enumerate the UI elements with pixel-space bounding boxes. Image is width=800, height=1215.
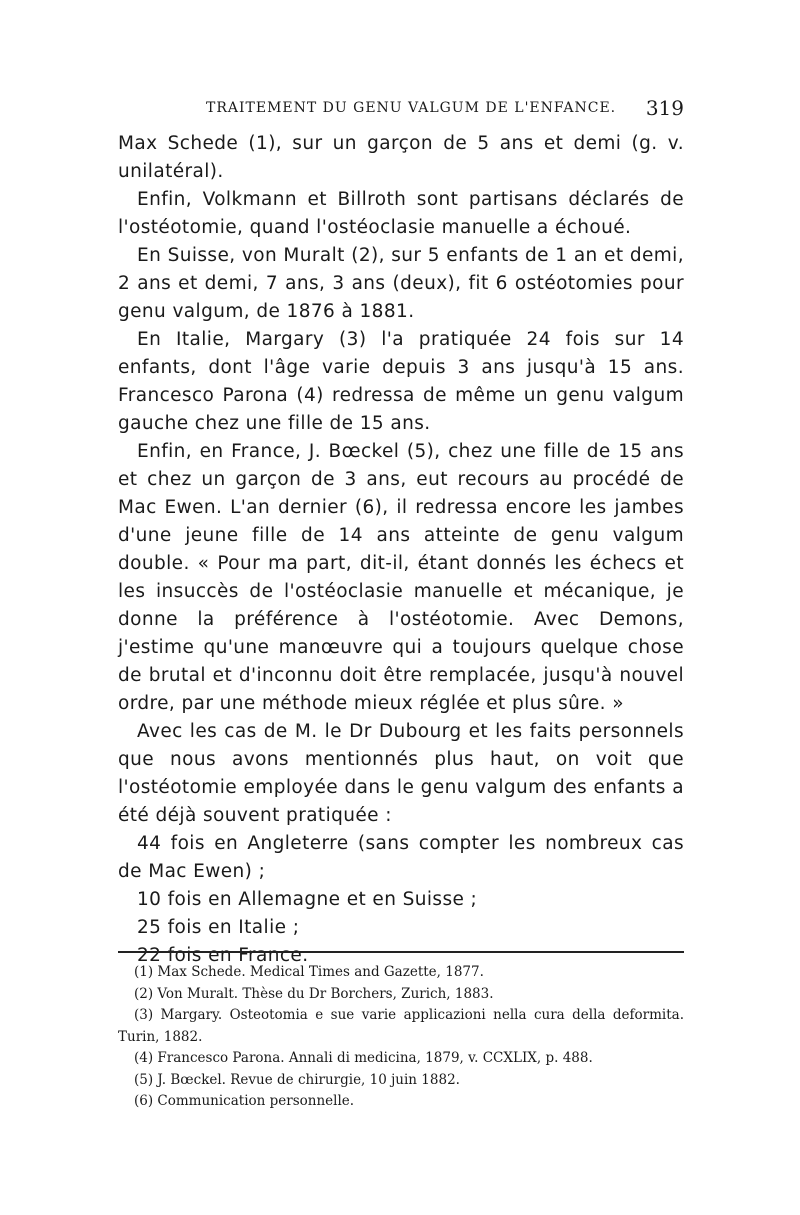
list-item: 22 fois en France. bbox=[137, 945, 309, 966]
paragraph: Enfin, Volkmann et Billroth sont partisans déclarés de l'ostéotomie, quand l'ostéoclasie manuelle a échoué. bbox=[118, 189, 684, 238]
footnotes bbox=[118, 962, 684, 1113]
body-text bbox=[118, 130, 684, 970]
paragraph: Enfin, en France, J. Bœckel (5), chez une fille de 15 ans et chez un garçon de 3 ans, eut recours au procédé de Mac Ewen. L'an dernier (6), il redressa encore les jambes d'une jeune fille de 14 ans atteinte de genu valgum double. « Pour ma part, dit-il, étant donnés les échecs et les insuccès de l'ostéoclasie manuelle et mécanique, je donne la préférence à l'ostéotomie. Avec Demons, j'estime qu'une manœuvre qui a toujours quelque chose de brutal et d'inconnu doit être remplacée, jusqu'à nouvel ordre, par une méthode mieux réglée et plus sûre. » bbox=[118, 441, 684, 714]
footnote: (4) Francesco Parona. Annali di medicina, 1879, v. CCXLIX, p. 488. bbox=[134, 1050, 593, 1066]
running-title: TRAITEMENT DU GENU VALGUM DE L'ENFANCE. bbox=[206, 100, 617, 116]
paragraph: En Italie, Margary (3) l'a pratiquée 24 fois sur 14 enfants, dont l'âge varie depuis 3 ans jusqu'à 15 ans. Francesco Parona (4) redressa de même un genu valgum gauche chez une fille de 15 ans. bbox=[118, 329, 684, 434]
list-item: 25 fois en Italie ; bbox=[137, 917, 300, 938]
footnote: (3) Margary. Osteotomia e sue varie applicazioni nella cura della deformita. Turin, 1882. bbox=[118, 1007, 684, 1045]
list-item: 44 fois en Angleterre (sans compter les nombreux cas de Mac Ewen) ; bbox=[118, 833, 684, 882]
paragraph: Max Schede (1), sur un garçon de 5 ans et demi (g. v. unilatéral). bbox=[118, 133, 684, 182]
running-header bbox=[118, 96, 684, 128]
footnote-divider bbox=[118, 951, 684, 953]
paragraph: En Suisse, von Muralt (2), sur 5 enfants de 1 an et demi, 2 ans et demi, 7 ans, 3 ans (deux), fit 6 ostéotomies pour genu valgum, de 1876 à 1881. bbox=[118, 245, 684, 322]
paragraph: Avec les cas de M. le Dr Dubourg et les faits personnels que nous avons mentionnés plus haut, on voit que l'ostéotomie employée dans le genu valgum des enfants a été déjà souvent pratiquée : bbox=[118, 721, 684, 826]
footnote: (6) Communication personnelle. bbox=[134, 1093, 355, 1109]
footnote: (1) Max Schede. Medical Times and Gazette, 1877. bbox=[134, 964, 484, 980]
list-item: 10 fois en Allemagne et en Suisse ; bbox=[137, 889, 478, 910]
page-number: 319 bbox=[645, 96, 684, 120]
footnote: (2) Von Muralt. Thèse du Dr Borchers, Zurich, 1883. bbox=[134, 985, 494, 1002]
footnote: (5) J. Bœckel. Revue de chirurgie, 10 juin 1882. bbox=[134, 1071, 460, 1088]
